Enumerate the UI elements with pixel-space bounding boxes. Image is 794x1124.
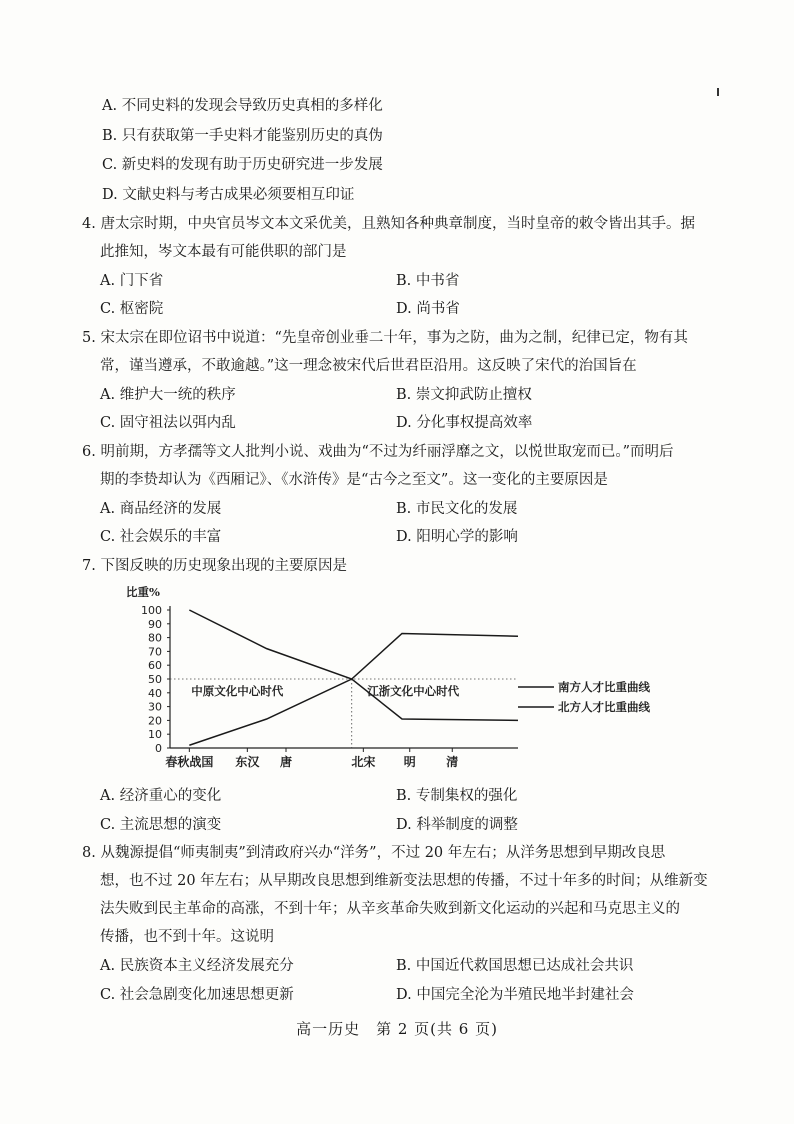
- q4-option-d: D. 尚书省: [396, 301, 460, 317]
- x-tick-label-5: 清: [446, 755, 459, 769]
- y-axis-title: 比重%: [126, 585, 160, 599]
- talent-ratio-chart: [118, 582, 658, 782]
- q3-option-a: A. 不同史料的发现会导致历史真相的多样化: [102, 98, 383, 114]
- legend-label-1: 北方人才比重曲线: [558, 700, 650, 714]
- x-tick-label-1: 东汉: [235, 755, 260, 769]
- series-line-1: [189, 610, 518, 720]
- q8-stem-line3: 法失败到民主革命的高涨，不到十年；从辛亥革命失败到新文化运动的兴起和马克思主义的: [100, 901, 680, 917]
- q8-stem-line2: 想，也不过 20 年左右；从早期改良思想到维新变法思想的传播，不过十年多的时间；从维新变: [100, 873, 708, 889]
- q5-stem-line1: 5. 宋太宗在即位诏书中说道：“先皇帝创业垂二十年，事为之防，曲为之制，纪律已定，物有其: [82, 330, 688, 346]
- q8-option-b: B. 中国近代救国思想已达成社会共识: [396, 958, 634, 974]
- q7-option-a: A. 经济重心的变化: [100, 788, 222, 804]
- q6-stem-line1: 6. 明前期，方孝孺等文人批判小说、戏曲为“不过为纤丽浮靡之文，以悦世取宠而已。”而明后: [82, 444, 674, 460]
- q4-option-c: C. 枢密院: [100, 301, 164, 317]
- scan-mark: [717, 88, 719, 96]
- q5-stem-line2: 常，谨当遵承，不敢逾越。”这一理念被宋代后世君臣沿用。这反映了宋代的治国旨在: [100, 358, 637, 374]
- q6-option-c: C. 社会娱乐的丰富: [100, 529, 222, 545]
- q8-option-d: D. 中国完全沦为半殖民地半封建社会: [396, 987, 634, 1003]
- q7-stem: 7. 下图反映的历史现象出现的主要原因是: [82, 558, 347, 574]
- x-tick-label-3: 北宋: [351, 755, 376, 769]
- q7-option-b: B. 专制集权的强化: [396, 788, 518, 804]
- y-tick-label-6: 60: [148, 659, 162, 673]
- y-tick-label-0: 0: [155, 742, 162, 755]
- q6-option-b: B. 市民文化的发展: [396, 501, 518, 517]
- y-tick-label-8: 80: [148, 631, 162, 645]
- q5-option-b: B. 崇文抑武防止擅权: [396, 387, 532, 403]
- q7-option-d: D. 科举制度的调整: [396, 817, 518, 833]
- q5-option-d: D. 分化事权提高效率: [396, 415, 533, 431]
- q4-stem-line2: 此推知，岑文本最有可能供职的部门是: [100, 244, 347, 260]
- q8-option-c: C. 社会急剧变化加速思想更新: [100, 987, 294, 1003]
- x-tick-label-2: 唐: [279, 755, 293, 769]
- q3-option-c: C. 新史料的发现有助于历史研究进一步发展: [102, 157, 383, 173]
- x-tick-label-0: 春秋战国: [165, 755, 214, 769]
- y-tick-label-9: 90: [148, 617, 162, 631]
- y-tick-label-7: 70: [148, 645, 162, 659]
- y-tick-label-2: 20: [148, 714, 162, 728]
- q8-option-a: A. 民族资本主义经济发展充分: [100, 958, 294, 974]
- q7-option-c: C. 主流思想的演变: [100, 817, 222, 833]
- q5-option-c: C. 固守祖法以弭内乱: [100, 415, 236, 431]
- q6-option-a: A. 商品经济的发展: [100, 501, 222, 517]
- y-tick-label-1: 10: [148, 728, 162, 742]
- y-tick-label-10: 100: [141, 604, 162, 617]
- y-tick-label-3: 30: [148, 700, 162, 714]
- q3-option-d: D. 文献史料与考古成果必须要相互印证: [102, 187, 355, 203]
- q4-stem-line1: 4. 唐太宗时期，中央官员岑文本文采优美，且熟知各种典章制度，当时皇帝的敕令皆出其手。据: [82, 216, 695, 232]
- y-tick-label-4: 40: [148, 686, 162, 700]
- y-tick-label-5: 50: [148, 673, 162, 686]
- q3-option-b: B. 只有获取第一手史料才能鉴别历史的真伪: [102, 128, 383, 144]
- q6-option-d: D. 阳明心学的影响: [396, 529, 518, 545]
- q6-stem-line2: 期的李贽却认为《西厢记》、《水浒传》是“古今之至文”。这一变化的主要原因是: [100, 472, 608, 488]
- legend-label-0: 南方人才比重曲线: [558, 680, 650, 694]
- region-label-central-plains: 中原文化中心时代: [191, 684, 284, 698]
- region-label-jiangzhe: 江浙文化中心时代: [367, 684, 460, 698]
- q8-stem-line1: 8. 从魏源提倡“师夷制夷”到清政府兴办“洋务”，不过 20 年左右；从洋务思想到早期改良思: [82, 845, 666, 861]
- q8-stem-line4: 传播，也不到十年。这说明: [100, 929, 274, 945]
- q4-option-b: B. 中书省: [396, 273, 460, 289]
- page-footer: 高一历史 第 2 页(共 6 页): [296, 1020, 498, 1038]
- q4-option-a: A. 门下省: [100, 273, 164, 289]
- x-tick-label-4: 明: [403, 755, 416, 769]
- q5-option-a: A. 维护大一统的秩序: [100, 387, 236, 403]
